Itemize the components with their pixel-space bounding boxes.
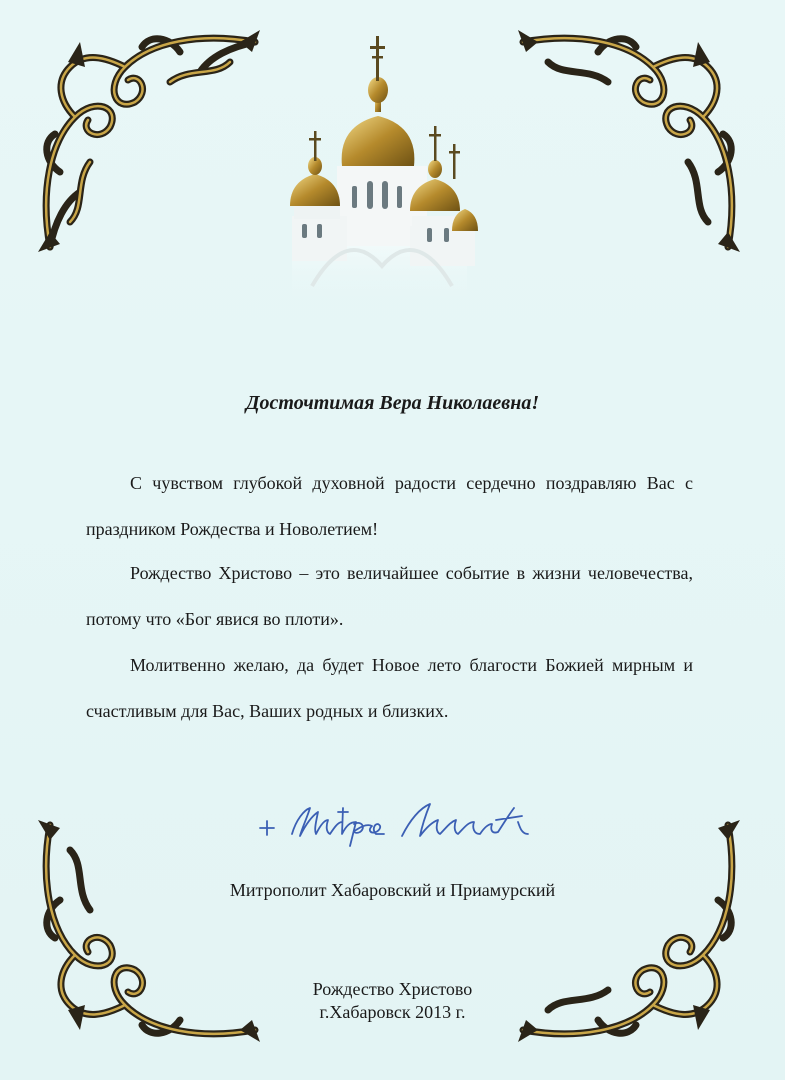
paragraph-text: С чувством глубокой духовной радости сердечно поздравляю Вас с праздником Рождества и Новолетием! bbox=[86, 473, 693, 539]
letter-paragraph-2 bbox=[86, 550, 693, 642]
corner-ornament-top-right bbox=[508, 22, 748, 262]
cathedral-domes-icon bbox=[272, 16, 487, 306]
letter-paragraph-1 bbox=[86, 460, 693, 552]
letter-footer bbox=[0, 978, 785, 1024]
scroll-ornament-icon bbox=[30, 22, 270, 262]
letter-greeting: Досточтимая Вера Николаевна! bbox=[245, 392, 540, 414]
footer-occasion: Рождество Христово bbox=[312, 979, 473, 999]
paragraph-text: Рождество Христово – это величайшее событие в жизни человечества, потому что «Бог явися во плоти». bbox=[86, 563, 693, 629]
footer-place-date: г.Хабаровск 2013 г. bbox=[319, 1002, 466, 1022]
signer-title: Митрополит Хабаровский и Приамурский bbox=[229, 880, 556, 900]
scroll-ornament-icon bbox=[508, 22, 748, 262]
corner-ornament-top-left bbox=[30, 22, 270, 262]
letter-paragraph-3 bbox=[86, 642, 693, 734]
handwritten-signature bbox=[252, 790, 542, 850]
signature-icon bbox=[252, 790, 542, 850]
cathedral-image bbox=[272, 16, 487, 306]
paragraph-text: Молитвенно желаю, да будет Новое лето благости Божией мирным и счастливым для Вас, Ваших родных и близких. bbox=[86, 655, 693, 721]
